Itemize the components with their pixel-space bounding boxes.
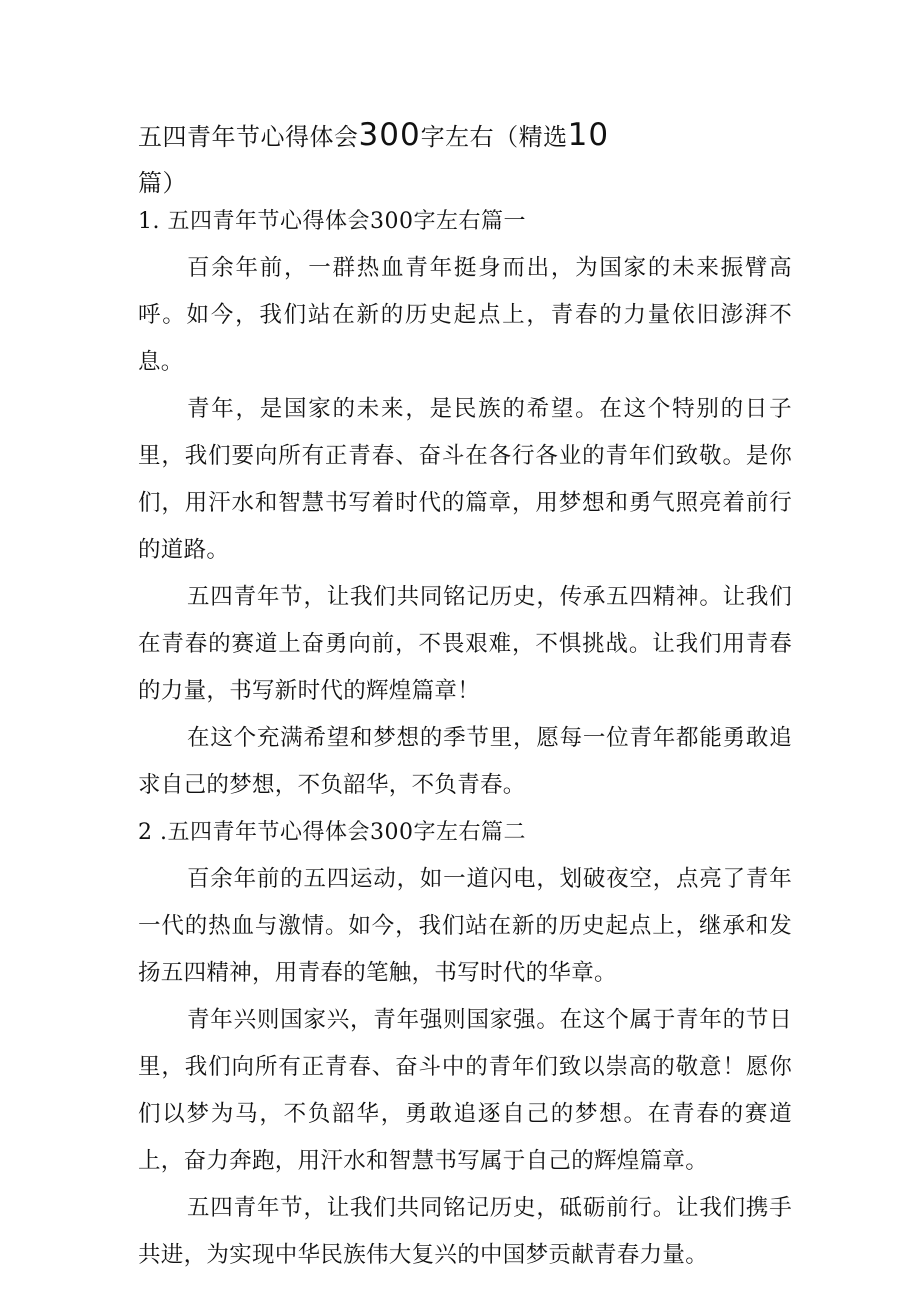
section-2	[138, 809, 792, 1279]
title-prefix: 五四青年节心得体会	[138, 123, 359, 151]
paragraph: 百余年前的五四运动，如一道闪电，划破夜空，点亮了青年一代的热血与激情。如今，我们站在新的历史起点上，继承和发扬五四精神，用青春的笔触，书写时代的华章。	[138, 866, 792, 986]
document-title	[138, 112, 658, 206]
paragraph: 百余年前，一群热血青年挺身而出，为国家的未来振臂高呼。如今，我们站在新的历史起点上，青春的力量依旧澎湃不息。	[138, 255, 792, 375]
title-count: 10	[567, 117, 610, 153]
paragraph: 青年兴则国家兴，青年强则国家强。在这个属于青年的节日里，我们向所有正青春、奋斗中的青年们致以崇高的敬意！愿你们以梦为马，不负韶华，勇敢追逐自己的梦想。在青春的赛道上，奋力奔跑，用汗水和智慧书写属于自己的辉煌篇章。	[138, 1007, 792, 1174]
document-body	[138, 198, 792, 1279]
paragraph: 在这个充满希望和梦想的季节里，愿每一位青年都能勇敢追求自己的梦想，不负韶华，不负青春。	[138, 725, 792, 798]
title-number: 300	[358, 117, 421, 153]
paragraph: 五四青年节，让我们共同铭记历史，传承五四精神。让我们在青春的赛道上奋勇向前，不畏艰难，不惧挑战。让我们用青春的力量，书写新时代的辉煌篇章！	[138, 584, 792, 704]
paragraph: 五四青年节，让我们共同铭记历史，砥砺前行。让我们携手共进，为实现中华民族伟大复兴的中国梦贡献青春力量。	[138, 1195, 792, 1268]
section-heading: 1. 五四青年节心得体会300字左右篇一	[138, 209, 526, 234]
title-middle: 字左右（精选	[420, 123, 568, 151]
title-suffix: 篇）	[138, 169, 187, 197]
section-heading: 2 .五四青年节心得体会300字左右篇二	[138, 820, 526, 845]
section-1	[138, 198, 792, 809]
paragraph: 青年，是国家的未来，是民族的希望。在这个特别的日子里，我们要向所有正青春、奋斗在各行各业的青年们致敬。是你们，用汗水和智慧书写着时代的篇章，用梦想和勇气照亮着前行的道路。	[138, 396, 792, 563]
